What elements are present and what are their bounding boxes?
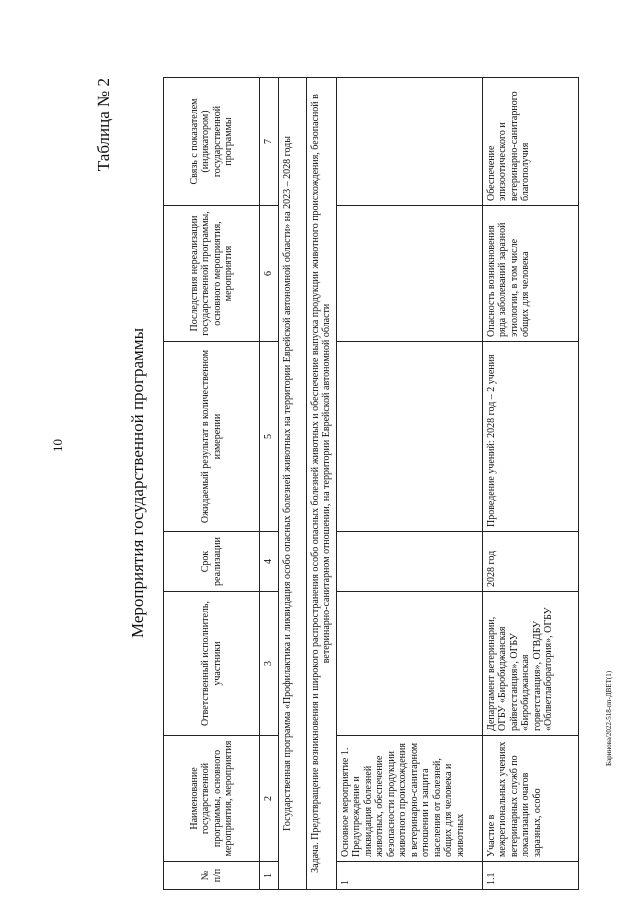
row-executor-cell: Департамент ветеринарии, ОГБУ «Биробиджанская райветстанция», ОГБУ «Биробиджанская горветстанция», ОГВДБУ «Облветлаборатория», ОГБУ bbox=[482, 592, 578, 736]
measures-table bbox=[163, 77, 579, 890]
program-row bbox=[278, 78, 306, 890]
column-number: 3 bbox=[260, 592, 279, 736]
table-row bbox=[482, 78, 578, 890]
page-number: 10 bbox=[50, 439, 65, 452]
column-number: 6 bbox=[260, 206, 279, 342]
column-number-row bbox=[260, 78, 279, 890]
row-name-cell: Участие в межрегиональных учениях ветеринарных служб по локализации очагов заразных, особо bbox=[482, 736, 578, 862]
row-consequences-cell: Опасность возникновения ряда заболеваний заразной этиологии, в том числе общих для человека bbox=[482, 206, 578, 342]
header-cell-executor: Ответственный исполнитель, участники bbox=[164, 592, 260, 736]
task-cell: Задача. Предотвращение возникновения и широкого распространения особо опасных болезней животных и обеспечение выпуска продукции животного происхождения, безопасной в ветеринарно-санитарном отношении, на территории Еврейской автономной области bbox=[306, 78, 336, 890]
row-term-cell bbox=[336, 532, 482, 592]
row-indicator-cell bbox=[336, 78, 482, 206]
header-cell-indicator: Связь с показателем (индикатором) государственной программы bbox=[164, 78, 260, 206]
header-cell-term: Срок реализации bbox=[164, 532, 260, 592]
header-cell-num: № п/п bbox=[164, 862, 260, 890]
table-row bbox=[336, 78, 482, 890]
row-consequences-cell bbox=[336, 206, 482, 342]
column-number: 4 bbox=[260, 532, 279, 592]
row-result-cell bbox=[336, 342, 482, 532]
column-number: 2 bbox=[260, 736, 279, 862]
header-cell-result: Ожидаемый результат в количественном измерении bbox=[164, 342, 260, 532]
row-indicator-cell: Обеспечение эпизоотического и ветеринарно-санитарного благополучия bbox=[482, 78, 578, 206]
header-cell-name: Наименование государственной программы, основного мероприятия, мероприятия bbox=[164, 736, 260, 862]
row-executor-cell bbox=[336, 592, 482, 736]
row-term-cell: 2028 год bbox=[482, 532, 578, 592]
rotated-table-page bbox=[88, 68, 618, 898]
column-number: 7 bbox=[260, 78, 279, 206]
header-row bbox=[164, 78, 260, 890]
row-name-cell: Основное мероприятие 1. Предупреждение и ликвидация болезней животных, обеспечение безопасности продукции животного происхождения в ветеринарно-санитарном отношении и защита населения от болезней, общих для человека и животных bbox=[336, 736, 482, 862]
column-number: 1 bbox=[260, 862, 279, 890]
row-num-cell: 1 bbox=[336, 862, 482, 890]
row-result-cell: Проведение учений: 2028 год – 2 учения bbox=[482, 342, 578, 532]
program-cell: Государственная программа «Профилактика и ликвидация особо опасных болезней животных на территории Еврейской автономной области» на 2023 – 2028 годы bbox=[278, 78, 306, 890]
task-row bbox=[306, 78, 336, 890]
column-number: 5 bbox=[260, 342, 279, 532]
page-title: Мероприятия государственной программы bbox=[128, 328, 147, 639]
header-cell-consequences: Последствия нереализации государственной программы, основного мероприятия, мероприятия bbox=[164, 206, 260, 342]
row-num-cell: 1.1 bbox=[482, 862, 578, 890]
table-label: Таблица № 2 bbox=[94, 78, 113, 172]
document-code: Баринова/2022-518-пп-ДВЕТ(1) bbox=[605, 670, 613, 766]
